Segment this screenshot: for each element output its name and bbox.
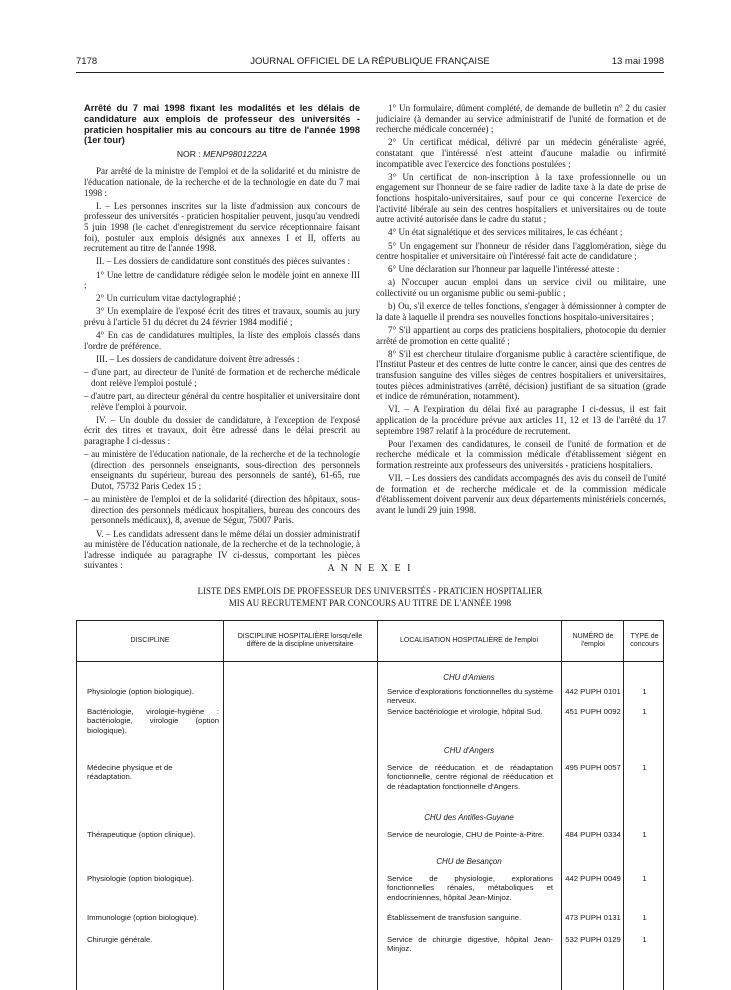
issue-date: 13 mai 1998 [611, 56, 664, 67]
paragraph: 4° Un état signalétique et des services militaires, le cas échéant ; [388, 227, 623, 238]
header-discipline: DISCIPLINE [130, 636, 170, 644]
cell-discipline: Immunologie (option biologique). [87, 913, 199, 922]
hospital-heading: CHU des Antilles-Guyane [424, 813, 514, 822]
cell-type: 1 [642, 763, 647, 772]
cell-localisation: Service bactériologie et virologie, hôpital Sud. [387, 707, 543, 716]
hospital-heading: CHU de Besançon [436, 857, 502, 866]
journal-title: JOURNAL OFFICIEL DE LA RÉPUBLIQUE FRANÇAISE [250, 56, 490, 67]
cell-numero: 442 PUPH 0101 [565, 687, 621, 696]
paragraph: IV. – Un double du dossier de candidature, à l'exception de l'exposé écrit des titres et travaux, doit être adressé dans le délai prescrit au paragraphe I ci-dessus : [84, 414, 360, 446]
page-header [76, 56, 664, 70]
paragraph: I. – Les personnes inscrites sur la liste d'admission aux concours de professeur des universités - praticien hospitalier peuvent, jusqu'au vendredi 5 juin 1998 (le cachet d'enregistrement du service réceptionnaire faisant foi), postuler aux emplois désignés aux annexes I et II, offerts au recrutement au titre de l'année 1998. [84, 200, 360, 254]
hospital-heading: CHU d'Angers [443, 746, 495, 755]
annex-title [96, 585, 644, 609]
cell-numero: 532 PUPH 0129 [565, 935, 621, 944]
header-numero: NUMÉRO de l'emploi [572, 632, 614, 648]
paragraph: V. – Les candidats adressent dans le même délai un dossier administratif au ministère de l'éducation nationale, de la recherche et de la technologie, à l'adresse indiquée au paragraphe IV ci-dessus, comportant les pièces suivantes : [84, 528, 360, 571]
nor-reference [84, 149, 360, 160]
annex-title-line: LISTE DES EMPLOIS DE PROFESSEUR DES UNIVERSITÉS - PRATICIEN HOSPITALIER [197, 586, 543, 596]
paragraph: 3° Un exemplaire de l'exposé écrit des titres et travaux, soumis au jury prévu à l'article 51 du décret du 24 février 1984 modifié ; [84, 306, 360, 328]
annex-heading: A N N E X E I [327, 563, 413, 574]
cell-localisation: Service de rééducation et de réadaptation fonctionnelle, centre régional de rééducation et de réadaptation fonctionnelle d'Angers. [387, 763, 553, 791]
paragraph: 3° Un certificat de non-inscription à la taxe professionnelle ou un engagement sur l'honneur de se faire radier de ladite taxe à la date de prise de fonctions hospitalo-universitaires, sauf pour ce qui concerne l'exercice de l'activité libérale au sein des centres hospitaliers et universitaires ou de toute autre activité autorisée dans le cadre du statut ; [376, 171, 666, 225]
list-item: – d'autre part, au directeur général du centre hospitalier et universitaire dont relève l'emploi à pourvoir. [84, 391, 360, 412]
paragraph: Pour l'examen des candidatures, le conseil de l'unité de formation et de recherche médicale et la commission médicale d'établissement siègent en formation restreinte aux professeurs des universités - praticiens hospitaliers. [376, 438, 666, 470]
header-rule [76, 72, 664, 73]
paragraph: 8° S'il est chercheur titulaire d'organisme public à caractère scientifique, de l'Institut Pasteur et des centres de lutte contre le cancer, ainsi que des centres de transfusion sanguine des villes sièges de centres hospitaliers et universitaires, toutes pièces administratives (arrêté, décision) justifiant de sa situation (grade et indice de rémunération, notamment). [376, 348, 666, 402]
cell-type: 1 [642, 874, 647, 883]
header-localisation: LOCALISATION HOSPITALIÈRE de l'emploi [399, 636, 538, 644]
cell-localisation: Établissement de transfusion sanguine. [387, 913, 522, 922]
nor-label: NOR : [176, 148, 201, 159]
cell-discipline: Physiologie (option biologique). [87, 687, 194, 696]
cell-discipline: Médecine physique et de réadaptation. [87, 763, 173, 782]
right-paragraphs [376, 103, 666, 516]
cell-discipline: Thérapeutique (option clinique). [87, 830, 196, 839]
cell-numero: 451 PUPH 0092 [565, 707, 621, 716]
hospital-heading: CHU d'Amiens [443, 673, 495, 682]
paragraph: b) Ou, s'il exerce de telles fonctions, s'engager à démissionner à compter de la date à laquelle il prendra ses nouvelles fonctions hospitalo-universitaires ; [376, 301, 666, 322]
paragraph: 6° Une déclaration sur l'honneur par laquelle l'intéressé atteste : [388, 264, 620, 275]
cell-numero: 442 PUPH 0049 [565, 874, 621, 883]
paragraph: II. – Les dossiers de candidature sont constitués des pièces suivantes : [96, 256, 351, 267]
article-title: Arrêté du 7 mai 1998 fixant les modalités et les délais de candidature aux emplois de professeur des universités - praticien hospitalier mis au concours au titre de l'année 1998 (1er tour) [84, 103, 360, 146]
cell-type: 1 [642, 687, 647, 696]
cell-type: 1 [642, 935, 647, 944]
paragraph: VII. – Les dossiers des candidats accompagnés des avis du conseil de l'unité de formation et de recherche médicale et de la commission médicale d'établissement doivent parvenir aux deux départements ministériels concernés, avant le lundi 29 juin 1998. [376, 473, 666, 515]
paragraph: 7° S'il appartient au corps des praticiens hospitaliers, photocopie du dernier arrêté de promotion en cette qualité ; [376, 325, 666, 346]
emplois-table [76, 620, 664, 990]
list-item: – d'une part, au directeur de l'unité de formation et de recherche médicale dont relève l'emploi postulé ; [84, 367, 360, 388]
cell-type: 1 [642, 830, 647, 839]
column-divider [223, 621, 224, 990]
cell-localisation: Service de neurologie, CHU de Pointe-à-Pitre. [387, 830, 545, 839]
paragraph: Par arrêté de la ministre de l'emploi et de la solidarité et du ministre de l'éducation nationale, de la recherche et de la technologie en date du 7 mai 1998 : [84, 166, 360, 198]
left-paragraphs [84, 166, 360, 571]
header-divider [77, 661, 663, 662]
header-discipline-hospitaliere: DISCIPLINE HOSPITALIÈRE lorsqu'elle diffère de la discipline universitaire [237, 632, 363, 648]
paragraph: 1° Une lettre de candidature rédigée selon le modèle joint en annexe III ; [84, 269, 360, 291]
cell-type: 1 [642, 707, 647, 716]
column-divider [377, 621, 378, 990]
list-item: – au ministère de l'éducation nationale, de la recherche et de la technologie (direction des personnels enseignants, sous-direction des personnels enseignants du supérieur, bureau des personnels de santé), 61-65, rue Dutot, 75732 Paris Cedex 15 ; [84, 449, 360, 491]
cell-localisation: Service de chirurgie digestive, hôpital Jean-Minjoz. [387, 935, 553, 954]
page-number: 7178 [76, 56, 98, 67]
cell-discipline: Bactériologie, virologie-hygiène : bactériologie, virologie (option biologique). [87, 707, 219, 735]
paragraph: 5° Un engagement sur l'honneur de résider dans l'agglomération, siège du centre hospitalier et universitaire où l'intéressé fait acte de candidature ; [376, 240, 666, 262]
paragraph: III. – Les dossiers de candidature doivent être adressés : [96, 354, 300, 365]
paragraph: 2° Un curriculum vitae dactylographié ; [96, 293, 241, 304]
list-item: – au ministère de l'emploi et de la solidarité (direction des hôpitaux, sous-direction des personnels médicaux hospitaliers, bureau des concours des personnels médicaux), 8, avenue de Ségur, 75007 Paris. [84, 494, 360, 526]
cell-numero: 495 PUPH 0057 [565, 763, 621, 772]
header-type: TYPE de concours [630, 632, 659, 648]
paragraph: 2° Un certificat médical, délivré par un médecin généraliste agréé, constatant que l'intéressé n'est atteint d'aucune maladie ou infirmité incompatible avec l'exercice des fonctions postulées ; [376, 137, 666, 169]
nor-code: MENP9801222A [203, 148, 268, 159]
cell-numero: 484 PUPH 0334 [565, 830, 621, 839]
cell-type: 1 [642, 913, 647, 922]
cell-numero: 473 PUPH 0131 [565, 913, 621, 922]
cell-localisation: Service de physiologie, explorations fonctionnelles rénales, métaboliques et endocriniennes, hôpital Jean-Minjoz. [387, 874, 553, 902]
column-divider [561, 621, 562, 990]
paragraph: 4° En cas de candidatures multiples, la liste des emplois classés dans l'ordre de préférence. [84, 330, 360, 351]
cell-discipline: Chirurgie générale. [87, 935, 153, 944]
paragraph: a) N'occuper aucun emploi dans un service civil ou militaire, une collectivité ou un organisme public ou semi-public ; [376, 277, 666, 299]
right-column [376, 103, 666, 518]
left-column [84, 103, 360, 573]
annex-title-line: MIS AU RECRUTEMENT PAR CONCOURS AU TITRE DE L'ANNÉE 1998 [228, 598, 512, 608]
paragraph: 1° Un formulaire, dûment complété, de demande de bulletin n° 2 du casier judiciaire (à demander au service administratif de l'unité de formation et de recherche médicale concernée) ; [376, 103, 666, 135]
cell-localisation: Service d'explorations fonctionnelles du système nerveux. [387, 687, 553, 706]
paragraph: VI. – A l'expiration du délai fixé au paragraphe I ci-dessus, il est fait application de la procédure prévue aux articles 11, 12 et 13 de l'arrêté du 17 septembre 1987 relatif à la procédure de recrutement. [376, 404, 666, 436]
cell-discipline: Physiologie (option biologique). [87, 874, 194, 883]
